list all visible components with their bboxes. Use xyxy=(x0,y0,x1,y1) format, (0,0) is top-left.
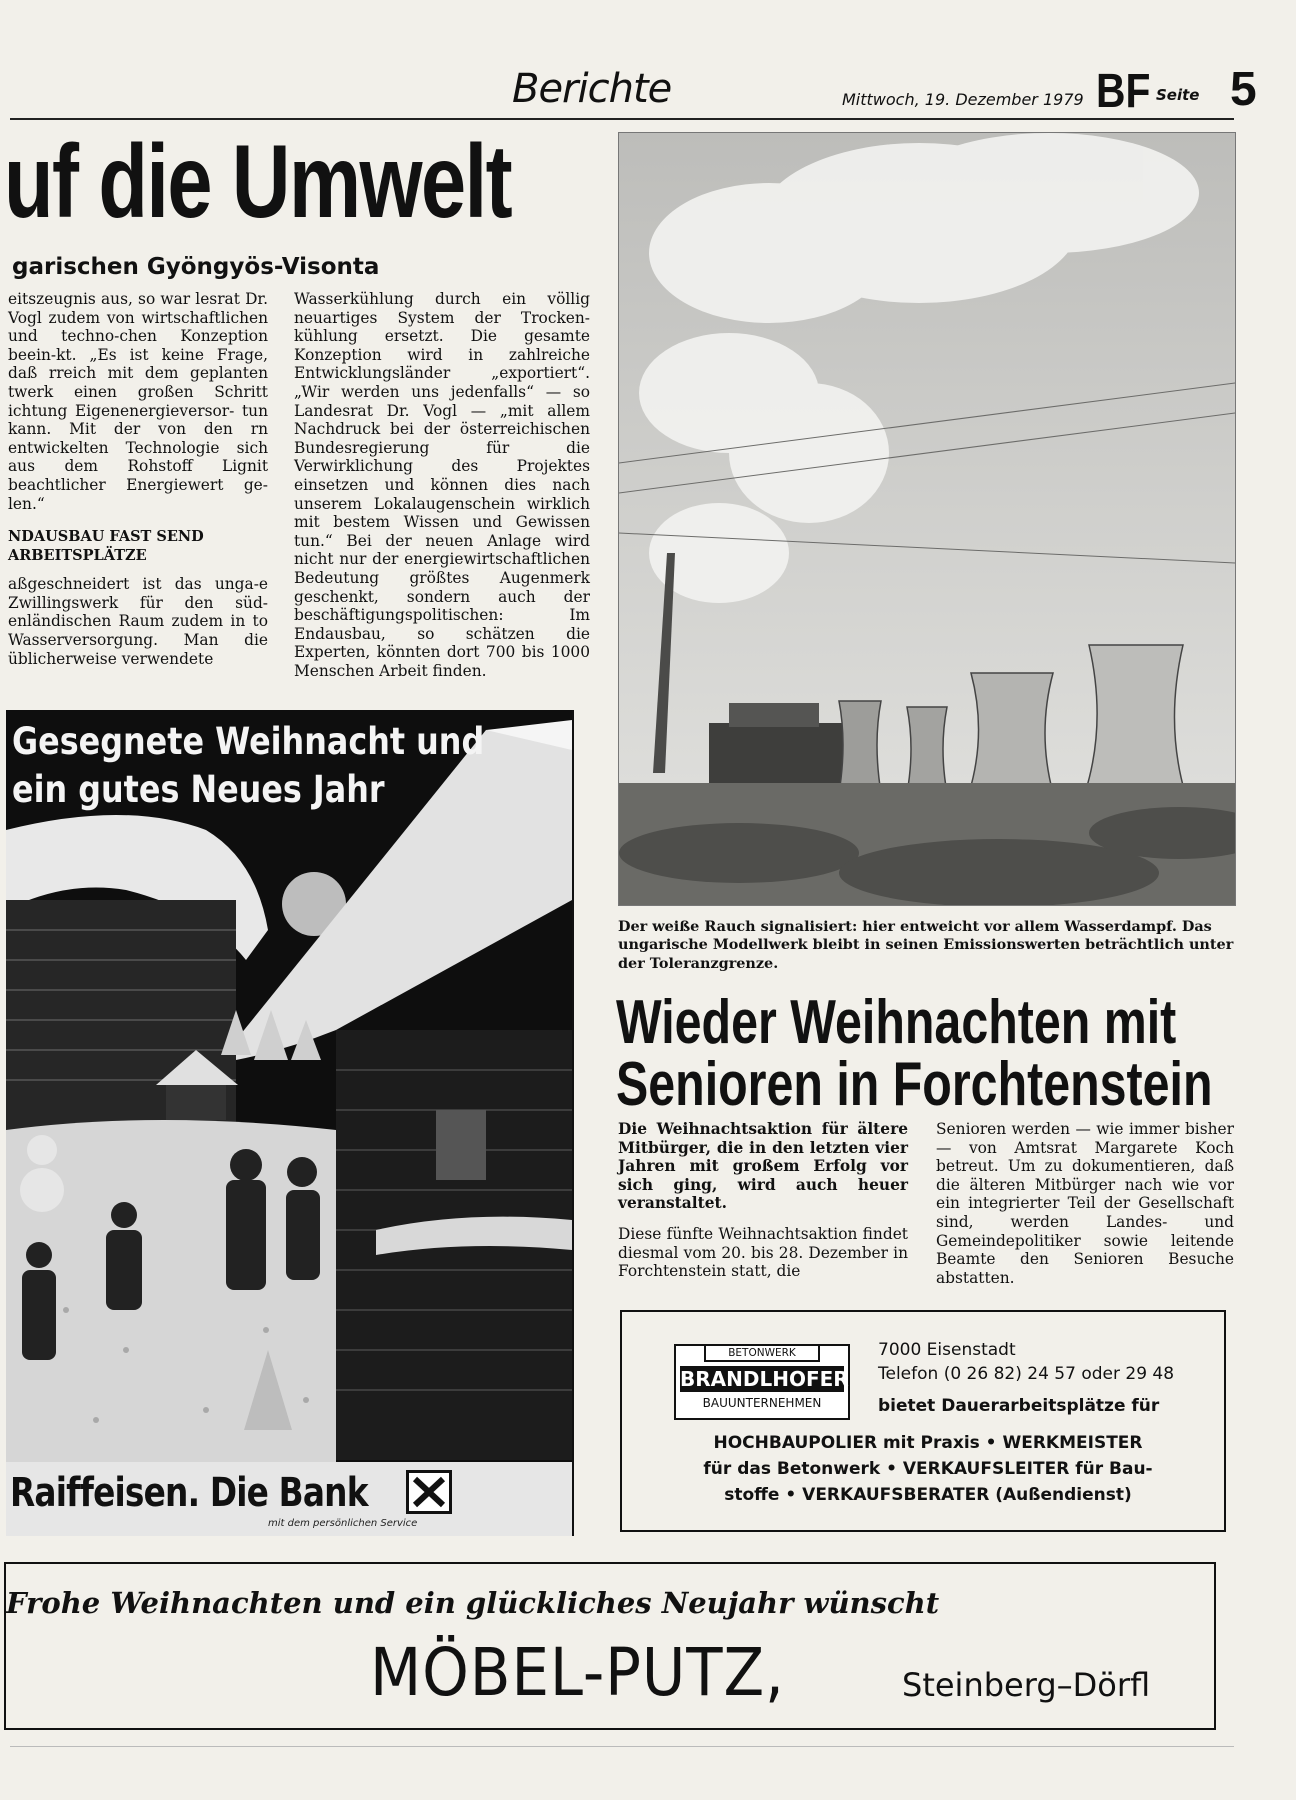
job-offer-intro: bietet Dauerarbeitsplätze für xyxy=(878,1396,1160,1416)
issue-date: Mittwoch, 19. Dezember 1979 xyxy=(842,90,1084,109)
raiffeisen-tagline: mit dem persönlichen Service xyxy=(268,1518,418,1529)
company-city: 7000 Eisenstadt xyxy=(878,1340,1016,1360)
christmas-village-illustration xyxy=(6,710,572,1536)
article2-lead: Die Weihnachtsaktion für ältere Mitbürger, die in den letzten vier Jahren mit großem Erfolg vor sich ging, wird auch heuer veranstaltet. xyxy=(618,1120,908,1213)
brandlhofer-job-ad xyxy=(620,1310,1226,1532)
article2-column-1 xyxy=(618,1120,908,1281)
article-paragraph: eitszeugnis aus, so war lesrat Dr. Vogl zudem von wirtschaftlichen und techno-chen Konzeption beein-kt. „Es ist keine Frage, daß rreich mit dem geplanten twerk einen großen Schritt ichtung Eigenenergieversor- tun kann. Mit der von den rn entwickelten Technologie sich aus dem Rohstoff Lignit beachtlicher Energiewert ge-len.“ xyxy=(8,290,268,513)
power-plant-image xyxy=(619,133,1235,905)
company-contact xyxy=(878,1338,1174,1418)
article-paragraph: Wasserkühlung durch ein völlig neuartiges System der Trocken-kühlung ersetzt. Die gesamte Konzeption wird in zahlreiche Entwicklungsländer „exportiert“. „Wir werden uns jedenfalls“ — so Landesrat Dr. Vogl — „mit allem Nachdruck bei der österreichischen Bundesregierung für die Verwirklichung des Projektes einsetzen und können dies nach unserem Lokalaugenschein wirklich mit bestem Wissen und Gewissen tun.“ Bei der neuen Anlage wird nicht nur der energiewirtschaftlichen Bedeutung größtes Augenmerk geschenkt, sondern auch der beschäftigungspolitischen: Im Endausbau, so schätzen die Experten, könnten dort 700 bis 1000 Menschen Arbeit finden. xyxy=(294,290,590,680)
section-title: Berichte xyxy=(512,66,672,112)
article2-paragraph: Diese fünfte Weihnachtsaktion findet diesmal vom 20. bis 28. Dezember in Forchtenstein statt, die xyxy=(618,1224,908,1281)
header-rule xyxy=(10,118,1234,120)
ad-greeting xyxy=(12,718,484,814)
photo-caption: Der weiße Rauch signalisiert: hier entweicht vor allem Wasserdampf. Das ungarische Modellwerk bleibt in seinen Emissionswerten beträchtlich unter der Toleranzgrenze. xyxy=(618,918,1234,972)
footer-rule xyxy=(10,1746,1234,1747)
ad-greeting-line: ein gutes Neues Jahr xyxy=(12,768,385,811)
article2-column-2 xyxy=(936,1120,1234,1287)
article-column-1 xyxy=(8,290,268,668)
article-headline: uf die Umwelt xyxy=(4,124,512,240)
raiffeisen-advertisement xyxy=(6,710,574,1536)
page-number: 5 xyxy=(1230,63,1257,116)
article2-paragraph: Senioren werden — wie immer bisher — von Amtsrat Margarete Koch betreut. Um zu dokumentieren, daß die älteren Mitbürger nach wie vor ein integrierter Teil der Gesellschaft sind, werden Landes- und Gemeindepolitiker sowie leitende Beamte den Senioren Besuche abstatten. xyxy=(936,1120,1234,1287)
article2-headline-line: Wieder Weihnachten mit xyxy=(616,988,1177,1057)
article-paragraph: aßgeschneidert ist das unga-e Zwillingswerk für den süd-enländischen Raum zudem in to Wasserversorgung. Man die üblicherweise verwendete xyxy=(8,575,268,668)
power-plant-photo xyxy=(618,132,1236,906)
job-line: HOCHBAUPOLIER mit Praxis • WERKMEISTER xyxy=(713,1433,1143,1453)
article-subheading: NDAUSBAU FAST SEND ARBEITSPLÄTZE xyxy=(8,528,204,565)
logo-bottom-label: BAUUNTERNEHMEN xyxy=(702,1396,822,1410)
article-column-2 xyxy=(294,290,590,680)
newspaper-logo: BF xyxy=(1096,65,1151,118)
article-subheadline: garischen Gyöngyös-Visonta xyxy=(12,254,380,280)
moebel-location: Steinberg–Dörfl xyxy=(902,1666,1151,1704)
moebel-putz-advertisement xyxy=(4,1562,1216,1730)
ad-greeting-line: Gesegnete Weihnacht und xyxy=(12,720,485,763)
brandlhofer-logo xyxy=(674,1344,850,1420)
job-line: für das Betonwerk • VERKAUFSLEITER für Bau- xyxy=(703,1459,1153,1479)
raiffeisen-logo-icon xyxy=(406,1470,452,1514)
job-line: stoffe • VERKAUFSBERATER (Außendienst) xyxy=(724,1485,1132,1505)
moebel-company-name: MÖBEL-PUTZ, xyxy=(370,1634,785,1711)
moebel-greeting: Frohe Weihnachten und ein glückliches Neujahr wünscht xyxy=(6,1586,940,1620)
company-phone: Telefon (0 26 82) 24 57 oder 29 48 xyxy=(878,1364,1175,1384)
page-label: Seite xyxy=(1156,86,1200,104)
logo-top-label: BETONWERK xyxy=(704,1344,820,1362)
article2-headline-line: Senioren in Forchtenstein xyxy=(616,1050,1213,1119)
raiffeisen-brand: Raiffeisen. Die Bank xyxy=(10,1470,368,1516)
logo-company-name: BRANDLHOFER xyxy=(680,1367,849,1391)
job-listing xyxy=(658,1430,1198,1508)
article2-headline xyxy=(616,988,1213,1119)
